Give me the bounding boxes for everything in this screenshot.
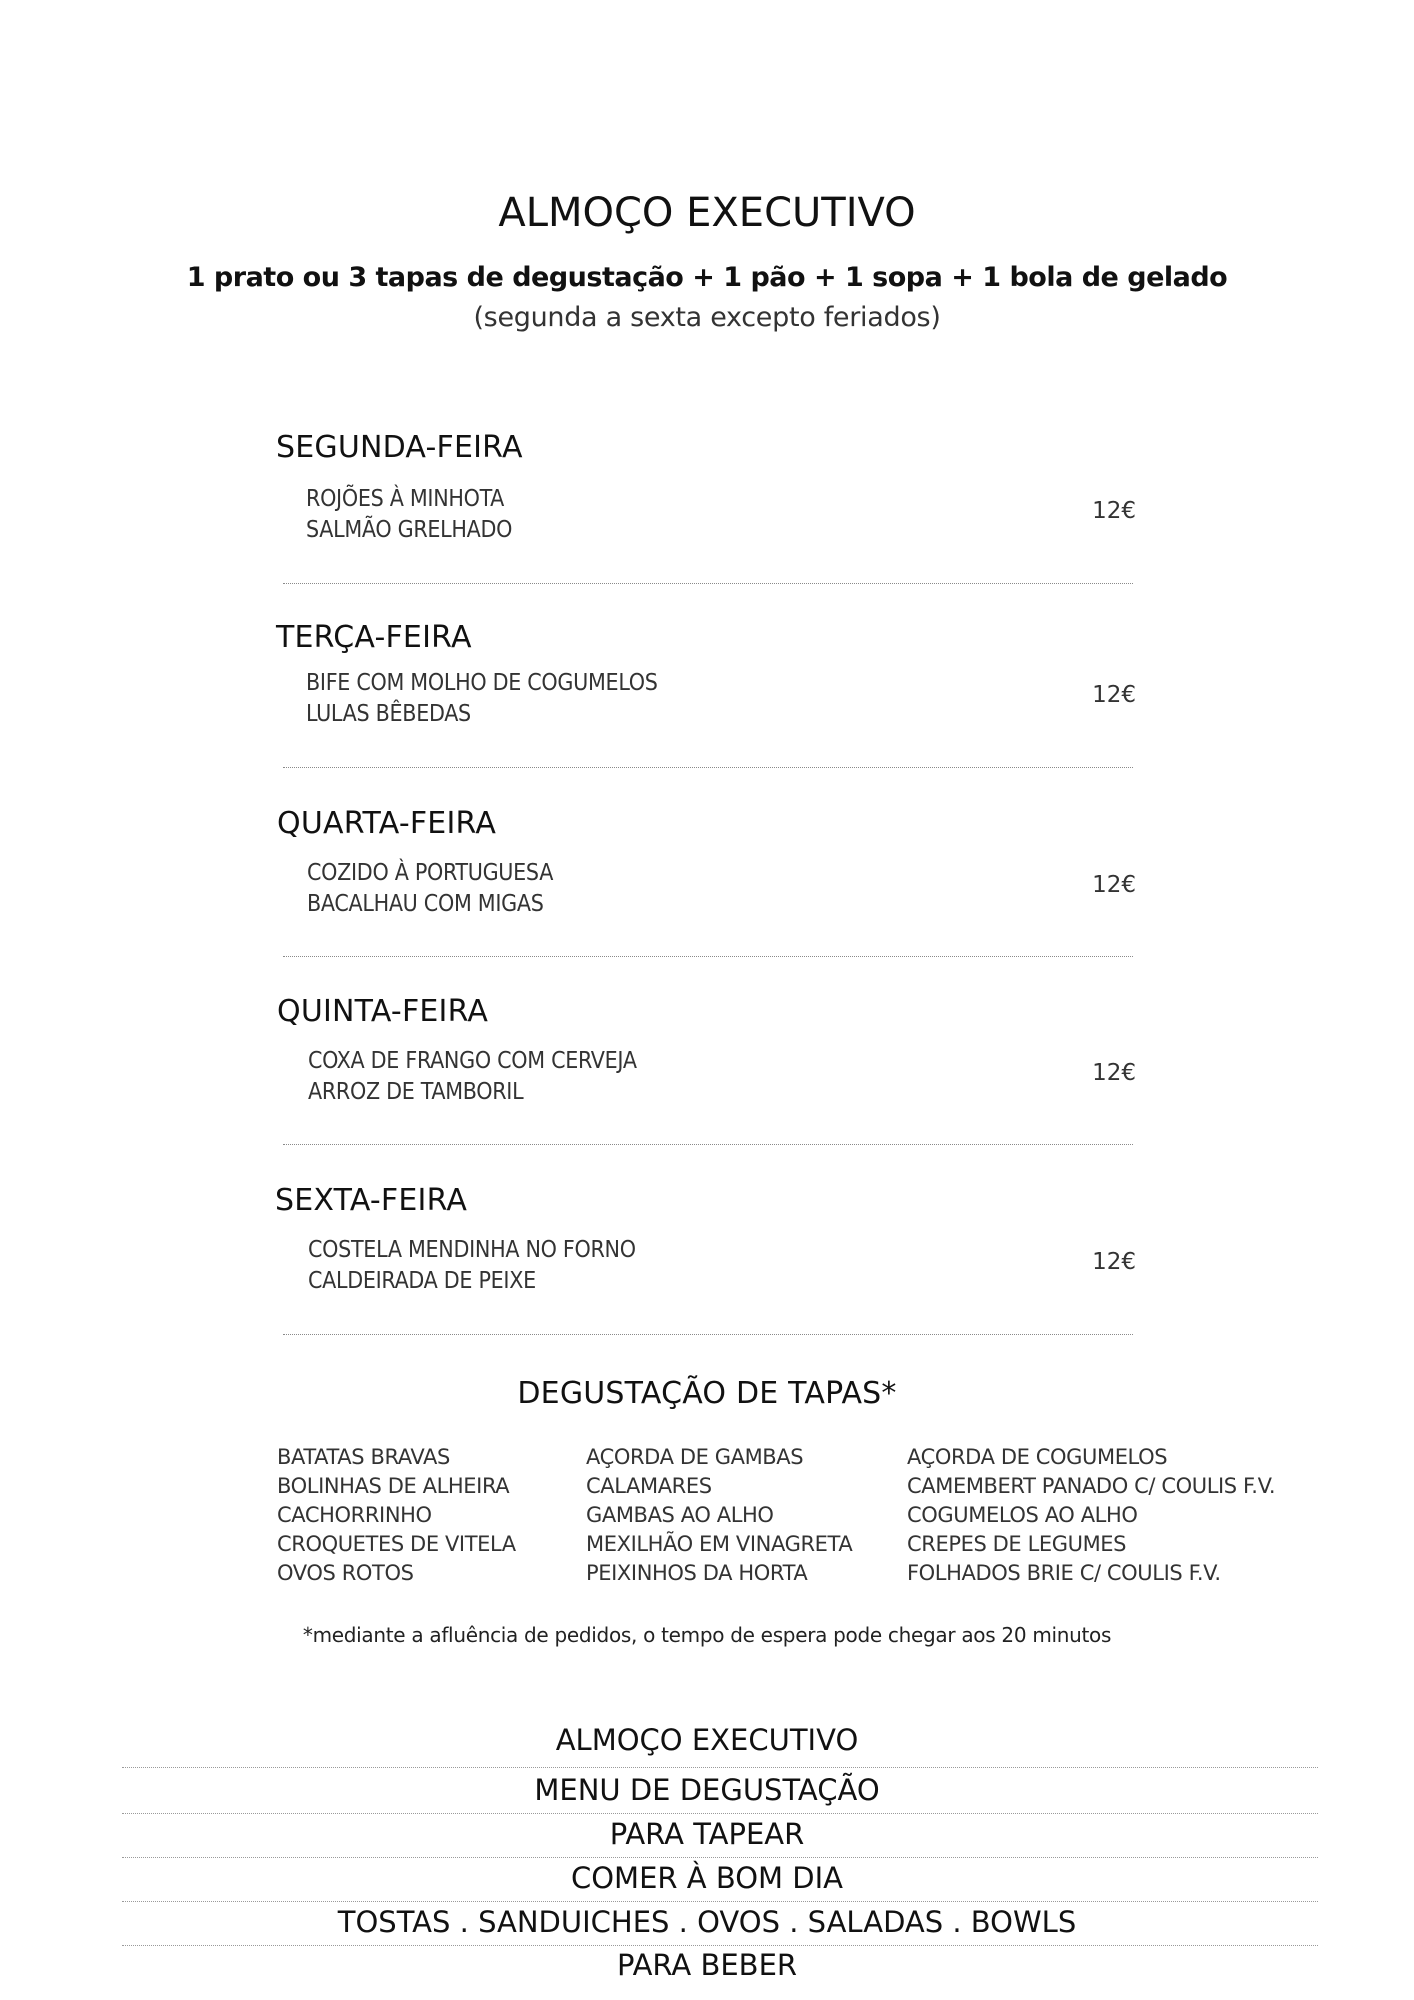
- day-title: QUINTA-FEIRA: [277, 994, 489, 1029]
- tapas-item: BATATAS BRAVAS: [277, 1445, 450, 1469]
- day-title: TERÇA-FEIRA: [276, 620, 472, 655]
- tapas-item: CROQUETES DE VITELA: [277, 1532, 516, 1556]
- nav-link-tostas[interactable]: TOSTAS . SANDUICHES . OVOS . SALADAS . BOWLS: [337, 1905, 1077, 1939]
- dish-item: ROJÕES À MINHOTA: [306, 486, 505, 512]
- divider: [122, 1901, 1318, 1902]
- dish-item: BACALHAU COM MIGAS: [307, 891, 544, 917]
- tapas-item: AÇORDA DE COGUMELOS: [907, 1445, 1168, 1469]
- tapas-item: CREPES DE LEGUMES: [907, 1532, 1127, 1556]
- day-title: SEGUNDA-FEIRA: [276, 430, 523, 465]
- tapas-item: PEIXINHOS DA HORTA: [586, 1561, 808, 1585]
- nav-link-comer-bom-dia[interactable]: COMER À BOM DIA: [570, 1861, 844, 1895]
- divider: [122, 1767, 1318, 1768]
- tapas-list-col3: [907, 1443, 1275, 1588]
- tapas-item: CALAMARES: [586, 1474, 712, 1498]
- price: 12€: [1092, 1060, 1136, 1086]
- price: 12€: [1092, 1249, 1136, 1275]
- divider: [283, 583, 1133, 584]
- tapas-item: FOLHADOS BRIE C/ COULIS F.V.: [907, 1561, 1221, 1585]
- nav-link-para-tapear[interactable]: PARA TAPEAR: [609, 1817, 805, 1851]
- availability-note: (segunda a sexta excepto feriados): [473, 302, 941, 333]
- tapas-item: AÇORDA DE GAMBAS: [586, 1445, 804, 1469]
- dish-item: COZIDO À PORTUGUESA: [307, 860, 554, 886]
- divider: [283, 1144, 1133, 1145]
- dish-item: CALDEIRADA DE PEIXE: [308, 1268, 536, 1294]
- price: 12€: [1092, 682, 1136, 708]
- price: 12€: [1092, 498, 1136, 524]
- dish-item: ARROZ DE TAMBORIL: [308, 1079, 524, 1105]
- divider: [283, 1334, 1133, 1335]
- tapas-item: BOLINHAS DE ALHEIRA: [277, 1474, 510, 1498]
- divider: [122, 1945, 1318, 1946]
- tapas-list-col1: [277, 1443, 516, 1588]
- divider: [283, 767, 1133, 768]
- tapas-item: CAMEMBERT PANADO C/ COULIS F.V.: [907, 1474, 1276, 1498]
- page-title: ALMOÇO EXECUTIVO: [498, 190, 916, 236]
- price: 12€: [1092, 872, 1136, 898]
- day-title: QUARTA-FEIRA: [277, 806, 497, 841]
- divider: [122, 1857, 1318, 1858]
- tapas-list-col2: [586, 1443, 852, 1588]
- day-title: SEXTA-FEIRA: [275, 1183, 468, 1218]
- divider: [283, 956, 1133, 957]
- tapas-title: DEGUSTAÇÃO DE TAPAS*: [517, 1376, 897, 1411]
- tapas-item: CACHORRINHO: [277, 1503, 432, 1527]
- tapas-item: GAMBAS AO ALHO: [586, 1503, 774, 1527]
- dish-item: COXA DE FRANGO COM CERVEJA: [308, 1048, 637, 1074]
- tapas-item: OVOS ROTOS: [277, 1561, 414, 1585]
- nav-link-almoco-executivo[interactable]: ALMOÇO EXECUTIVO: [555, 1723, 859, 1757]
- dish-item: SALMÃO GRELHADO: [306, 517, 513, 543]
- tapas-item: MEXILHÃO EM VINAGRETA: [586, 1532, 853, 1556]
- nav-link-para-beber[interactable]: PARA BEBER: [616, 1948, 798, 1982]
- dish-item: COSTELA MENDINHA NO FORNO: [308, 1237, 636, 1263]
- dish-item: LULAS BÊBEDAS: [306, 701, 471, 727]
- menu-description: 1 prato ou 3 tapas de degustação + 1 pão + 1 sopa + 1 bola de gelado: [186, 262, 1228, 293]
- divider: [122, 1813, 1318, 1814]
- footnote: *mediante a afluência de pedidos, o tempo de espera pode chegar aos 20 minutos: [302, 1623, 1112, 1647]
- tapas-item: COGUMELOS AO ALHO: [907, 1503, 1138, 1527]
- nav-link-menu-degustacao[interactable]: MENU DE DEGUSTAÇÃO: [534, 1773, 880, 1807]
- dish-item: BIFE COM MOLHO DE COGUMELOS: [306, 670, 658, 696]
